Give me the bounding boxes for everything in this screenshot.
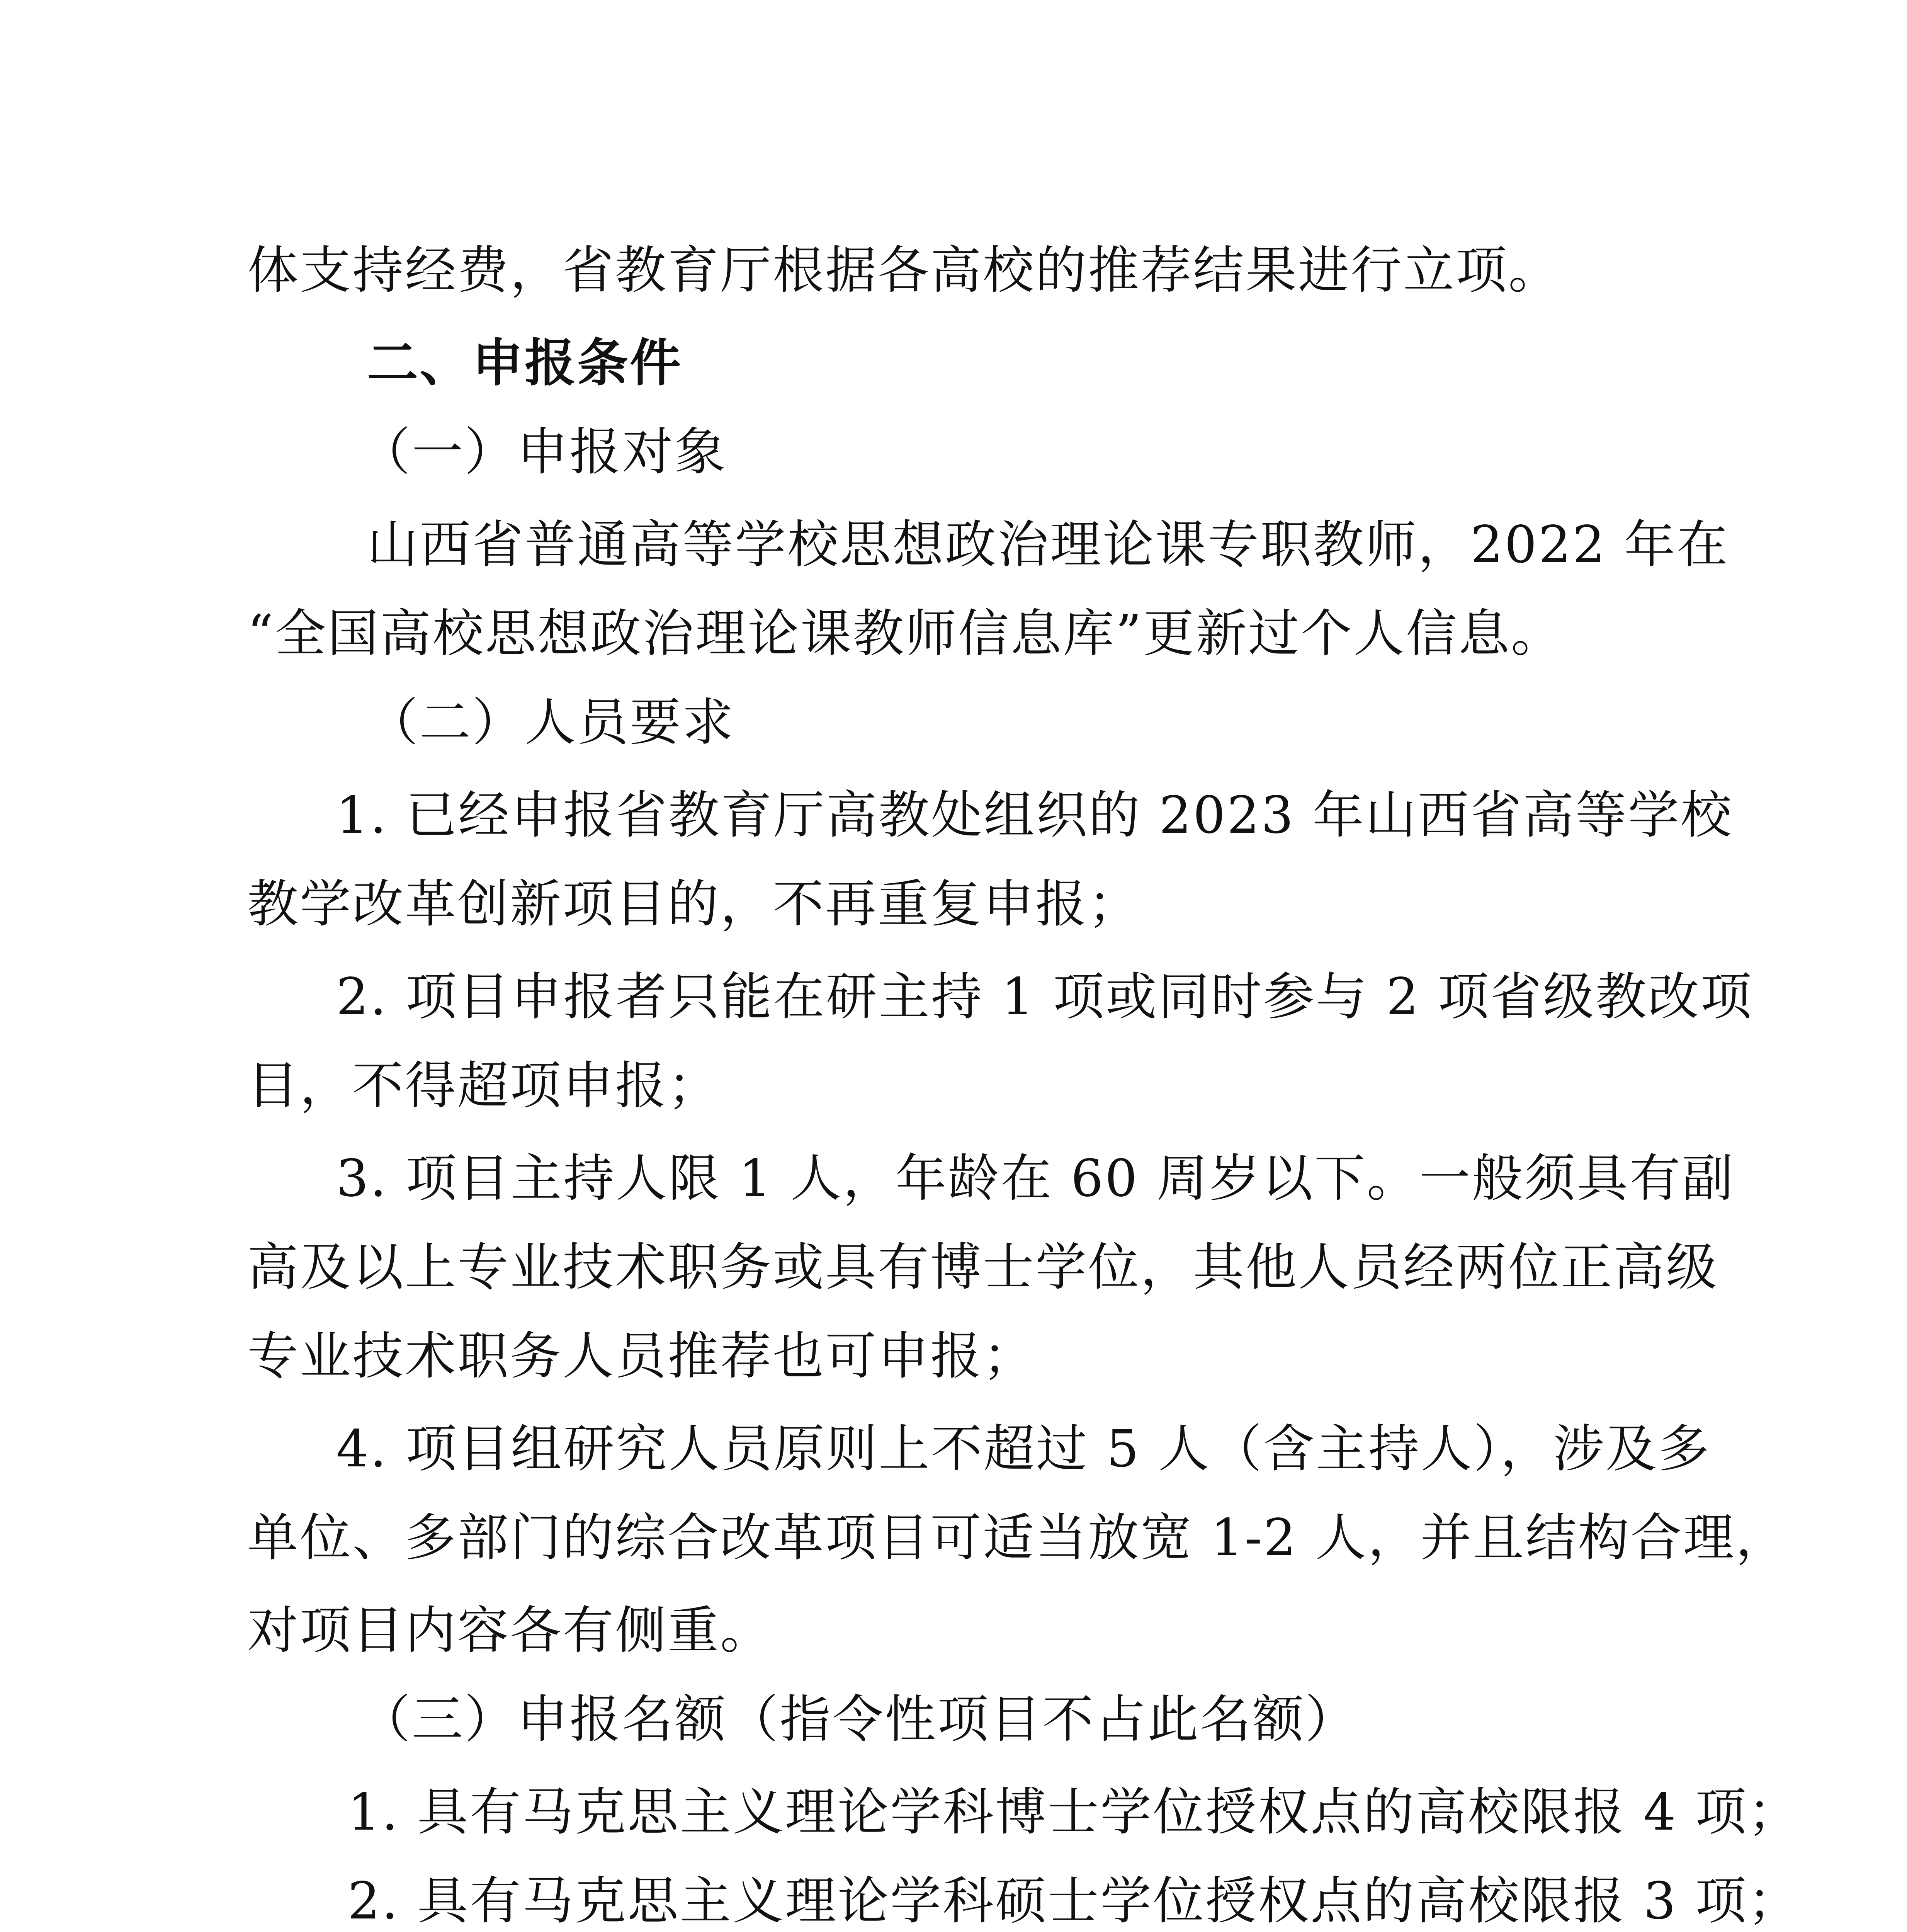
section-heading: 二、申报条件 [367, 333, 682, 393]
text-line: 高及以上专业技术职务或具有博士学位，其他人员经两位正高级 [247, 1238, 1718, 1297]
text-line: 1. 具有马克思主义理论学科博士学位授权点的高校限报 4 项； [348, 1782, 1800, 1842]
text-line: 对项目内容各有侧重。 [247, 1601, 773, 1660]
text-line: 专业技术职务人员推荐也可申报； [247, 1327, 1035, 1386]
text-line: 单位、多部门的综合改革项目可适当放宽 1-2 人，并且结构合理， [247, 1508, 1788, 1568]
text-line: 1. 已经申报省教育厅高教处组织的 2023 年山西省高等学校 [336, 786, 1733, 845]
subsection-heading: （三）申报名额（指令性项目不占此名额） [359, 1690, 1358, 1749]
text-line: 3. 项目主持人限 1 人，年龄在 60 周岁以下。一般须具有副 [336, 1149, 1735, 1208]
subsection-heading: （二）人员要求 [367, 693, 735, 752]
text-line: 2. 具有马克思主义理论学科硕士学位授权点的高校限报 3 项； [348, 1871, 1800, 1931]
text-line: 2. 项目申报者只能在研主持 1 项或同时参与 2 项省级教改项 [336, 967, 1753, 1027]
text-line: 教学改革创新项目的，不再重复申报； [247, 874, 1140, 934]
text-line: 目，不得超项申报； [247, 1056, 720, 1116]
subsection-heading: （一）申报对象 [359, 422, 727, 482]
text-line: 山西省普通高等学校思想政治理论课专职教师，2022 年在 [367, 515, 1729, 575]
text-line: “全国高校思想政治理论课教师信息库”更新过个人信息。 [247, 604, 1564, 663]
text-line: 体支持经费，省教育厅根据各高校的推荐结果进行立项。 [247, 241, 1561, 300]
text-line: 4. 项目组研究人员原则上不超过 5 人（含主持人），涉及多 [336, 1419, 1711, 1479]
